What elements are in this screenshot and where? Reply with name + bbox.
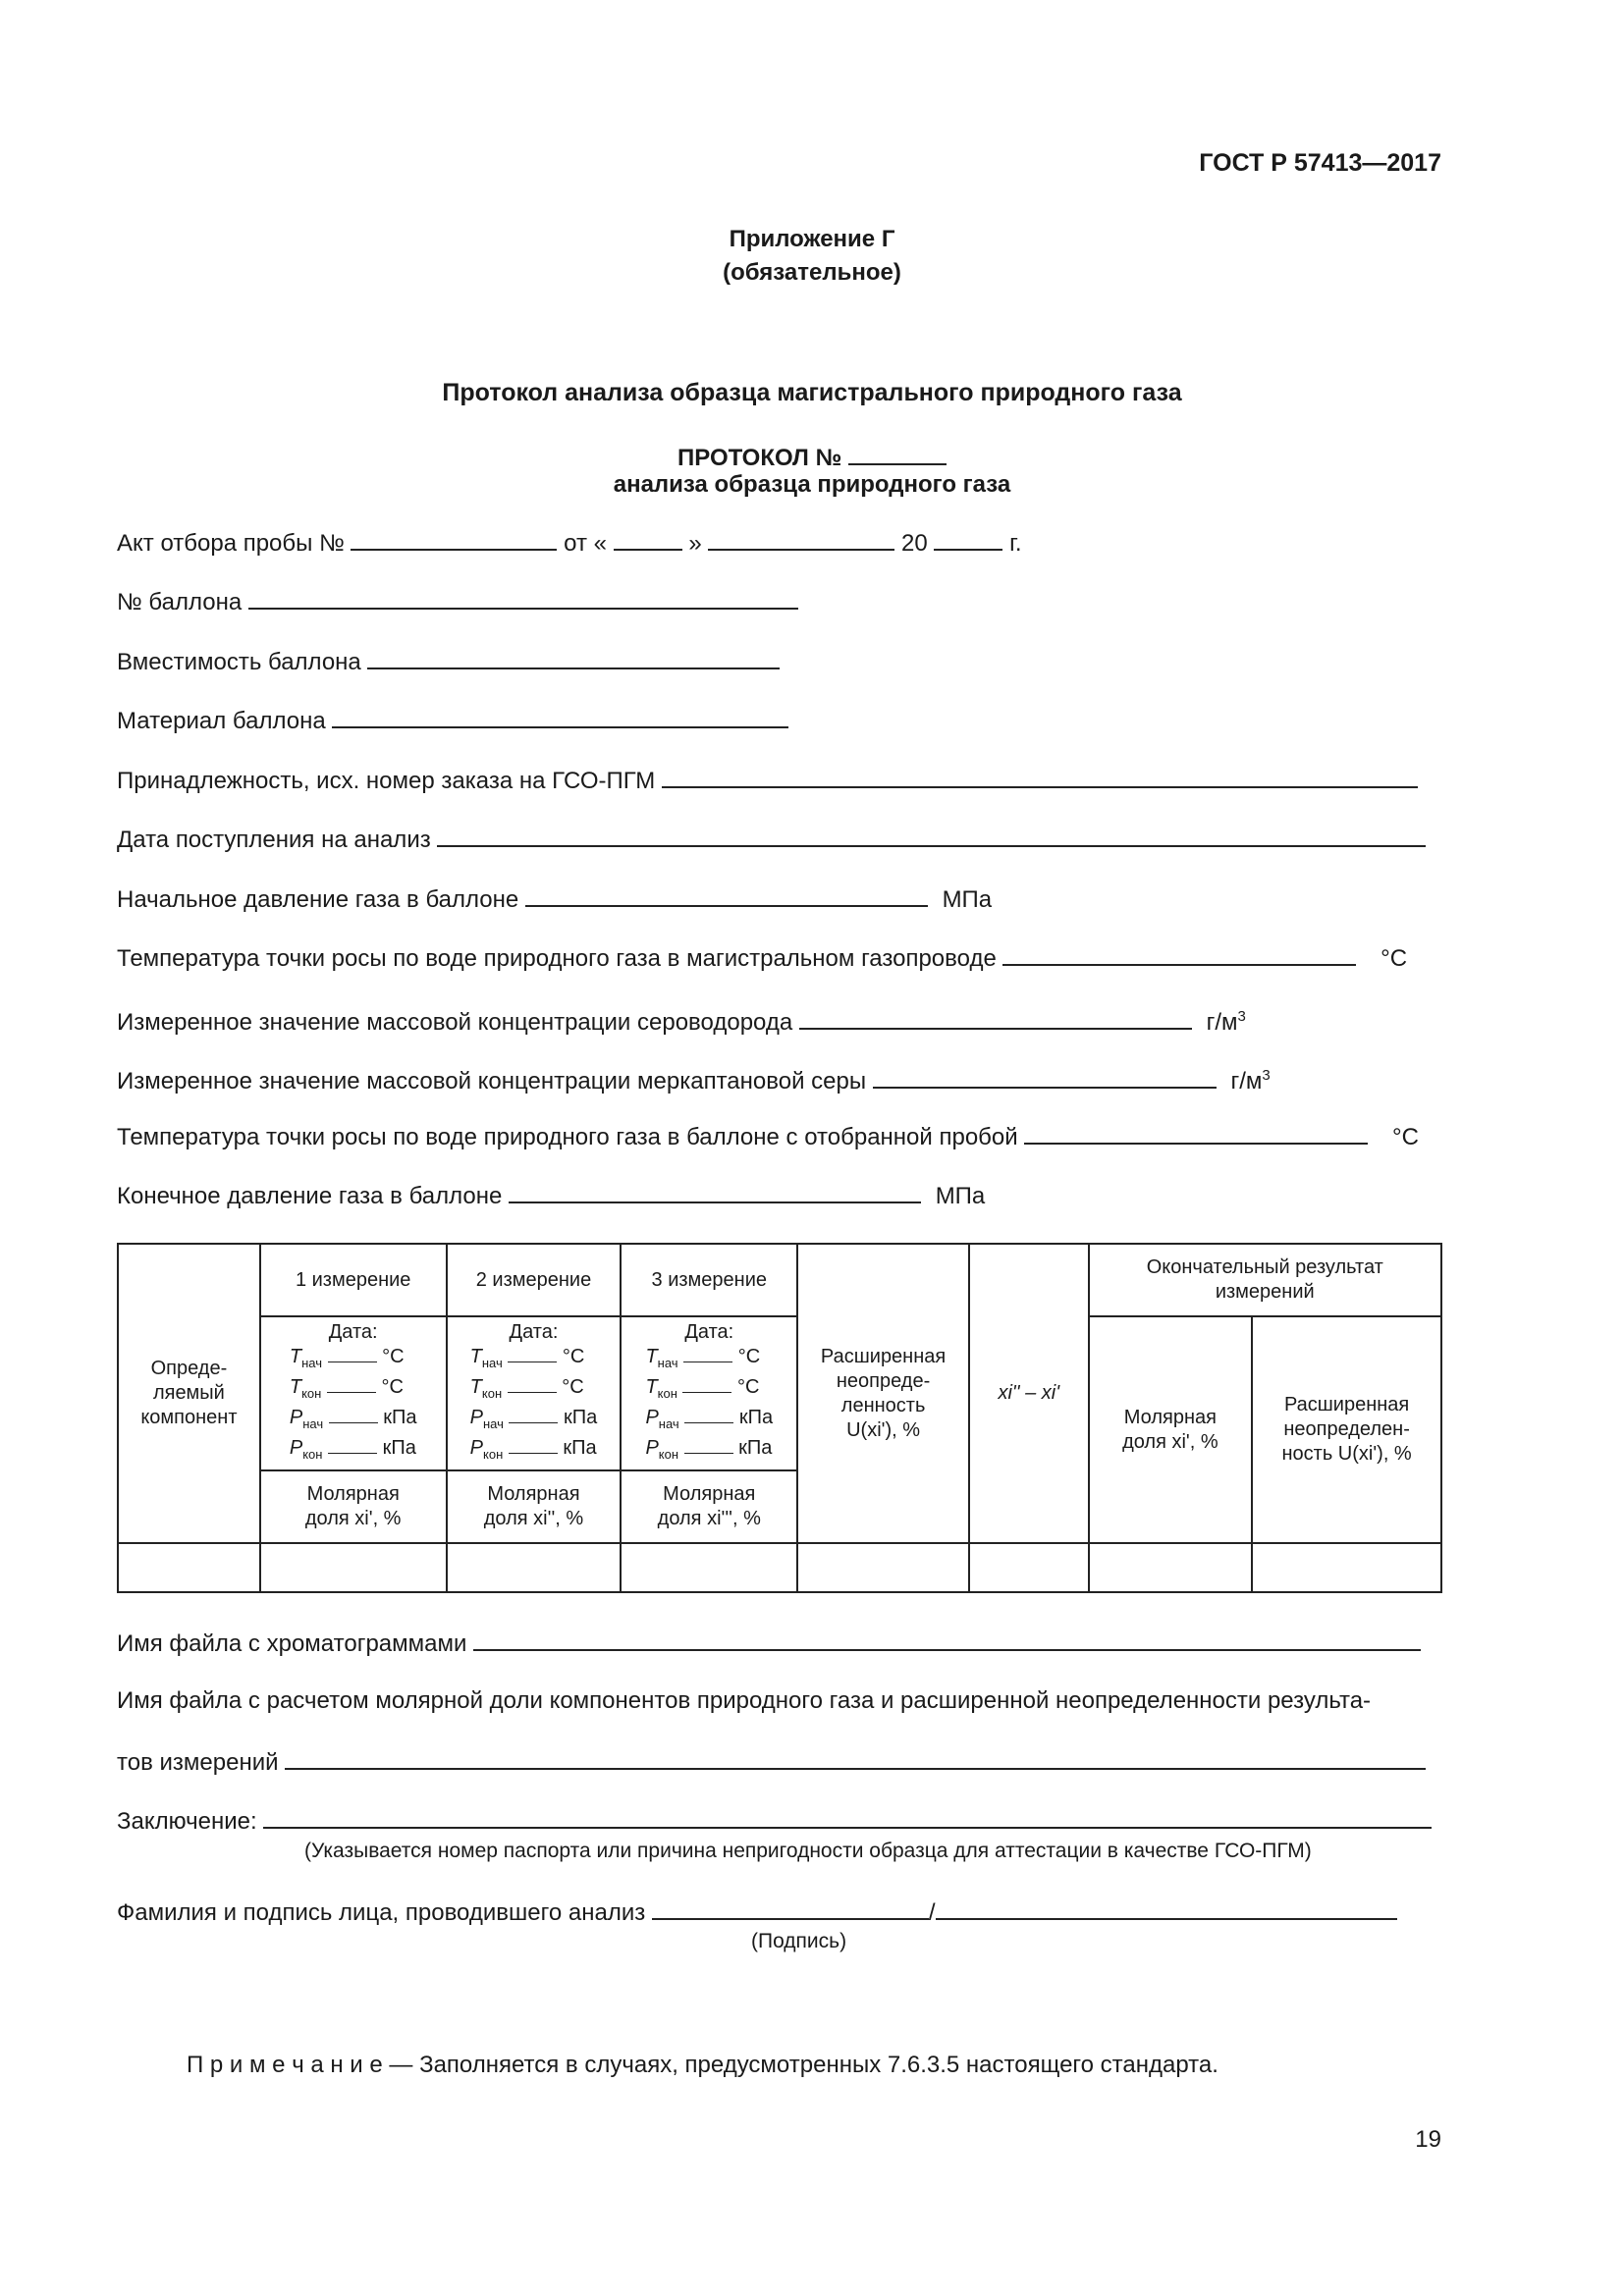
cylinder-number-row: № баллона: [117, 586, 798, 617]
final-pressure-row: Конечное давление газа в баллоне МПа: [117, 1180, 985, 1211]
conclusion-row: Заключение:: [117, 1805, 1432, 1837]
signature-blank[interactable]: [652, 1896, 929, 1920]
mercaptan-row: Измеренное значение массовой концентрации меркаптановой серы $г/м^3$: [117, 1067, 1271, 1095]
component-header: Опреде- ляемый компонент: [118, 1244, 260, 1543]
meas1-header: 1 измерение: [260, 1244, 447, 1316]
dew-point-cylinder-row: Температура точки росы по воде природного газа в баллоне с отобранной пробой °С: [117, 1121, 1419, 1152]
signature-row: Фамилия и подпись лица, проводившего анализ /: [117, 1896, 1397, 1928]
conclusion-note: (Указывается номер паспорта или причина непригодности образца для аттестации в качестве ГСО-ПГМ): [304, 1840, 1312, 1862]
name-blank[interactable]: [936, 1896, 1397, 1920]
capacity-row: Вместимость баллона: [117, 646, 780, 677]
owner-row: Принадлежность, исх. номер заказа на ГСО-ПГМ: [117, 765, 1418, 796]
meas1-conditions: Дата: $T_{нач}$ °С $T_{кон}$ °С $P_{нач}$ кПа $P_{кон}$ кПа: [260, 1316, 447, 1470]
appendix-title: Приложение Г: [729, 226, 895, 252]
meas1-molar-header: Молярная доля xi', %: [260, 1470, 447, 1543]
uncertainty-header: Расширенная неопреде- ленность U(xi'), %: [797, 1244, 969, 1543]
act-row: Акт отбора пробы № от « » 20 г.: [117, 527, 1022, 559]
standard-number: ГОСТ Р 57413—2017: [1199, 149, 1441, 177]
final-uncertainty-header: Расширенная неопределен- ность U(xi'), %: [1252, 1316, 1441, 1543]
chromatogram-file-row: Имя файла с хроматограммами: [117, 1628, 1421, 1659]
calc-file-row-2: тов измерений: [117, 1746, 1426, 1778]
initial-pressure-row: Начальное давление газа в баллоне МПа: [117, 883, 992, 915]
meas2-molar-header: Молярная доля xi'', %: [447, 1470, 622, 1543]
act-day-blank[interactable]: [614, 527, 682, 551]
protocol-subtitle: анализа образца природного газа: [613, 471, 1011, 498]
h2s-row: Измеренное значение массовой концентрации сероводорода $г/м^3$: [117, 1008, 1246, 1036]
material-row: Материал баллона: [117, 705, 788, 736]
difference-header: xi'' – xi': [969, 1244, 1089, 1543]
table-row: [118, 1543, 1441, 1592]
appendix-type: (обязательное): [723, 259, 901, 286]
meas3-molar-header: Молярная доля xi''', %: [621, 1470, 797, 1543]
meas2-conditions: Дата: $T_{нач}$ °С $T_{кон}$ °С $P_{нач}$ кПа $P_{кон}$ кПа: [447, 1316, 622, 1470]
meas3-header: 3 измерение: [621, 1244, 797, 1316]
document-title: Протокол анализа образца магистрального природного газа: [442, 379, 1182, 406]
calc-file-row-1: Имя файла с расчетом молярной доли компонентов природного газа и расширенной неопределенности результа-: [117, 1687, 1372, 1714]
note: П р и м е ч а н и е — Заполняется в случаях, предусмотренных 7.6.3.5 настоящего стандарта.: [187, 2052, 1218, 2078]
meas3-conditions: Дата: $T_{нач}$ °С $T_{кон}$ °С $P_{нач}$ кПа $P_{кон}$ кПа: [621, 1316, 797, 1470]
page-number: 19: [1415, 2126, 1441, 2153]
signature-caption: (Подпись): [751, 1930, 847, 1952]
arrival-date-row: Дата поступления на анализ: [117, 824, 1426, 855]
results-table: [117, 1243, 1442, 1593]
dew-point-pipeline-row: Температура точки росы по воде природного газа в магистральном газопроводе °С: [117, 942, 1407, 974]
final-result-header: Окончательный результат измерений: [1089, 1244, 1441, 1316]
meas2-header: 2 измерение: [447, 1244, 622, 1316]
final-molar-header: Молярная доля xi', %: [1089, 1316, 1253, 1543]
protocol-title: ПРОТОКОЛ №: [0, 442, 1624, 472]
act-year-blank[interactable]: [934, 527, 1002, 551]
act-number-blank[interactable]: [351, 527, 557, 551]
act-month-blank[interactable]: [708, 527, 894, 551]
